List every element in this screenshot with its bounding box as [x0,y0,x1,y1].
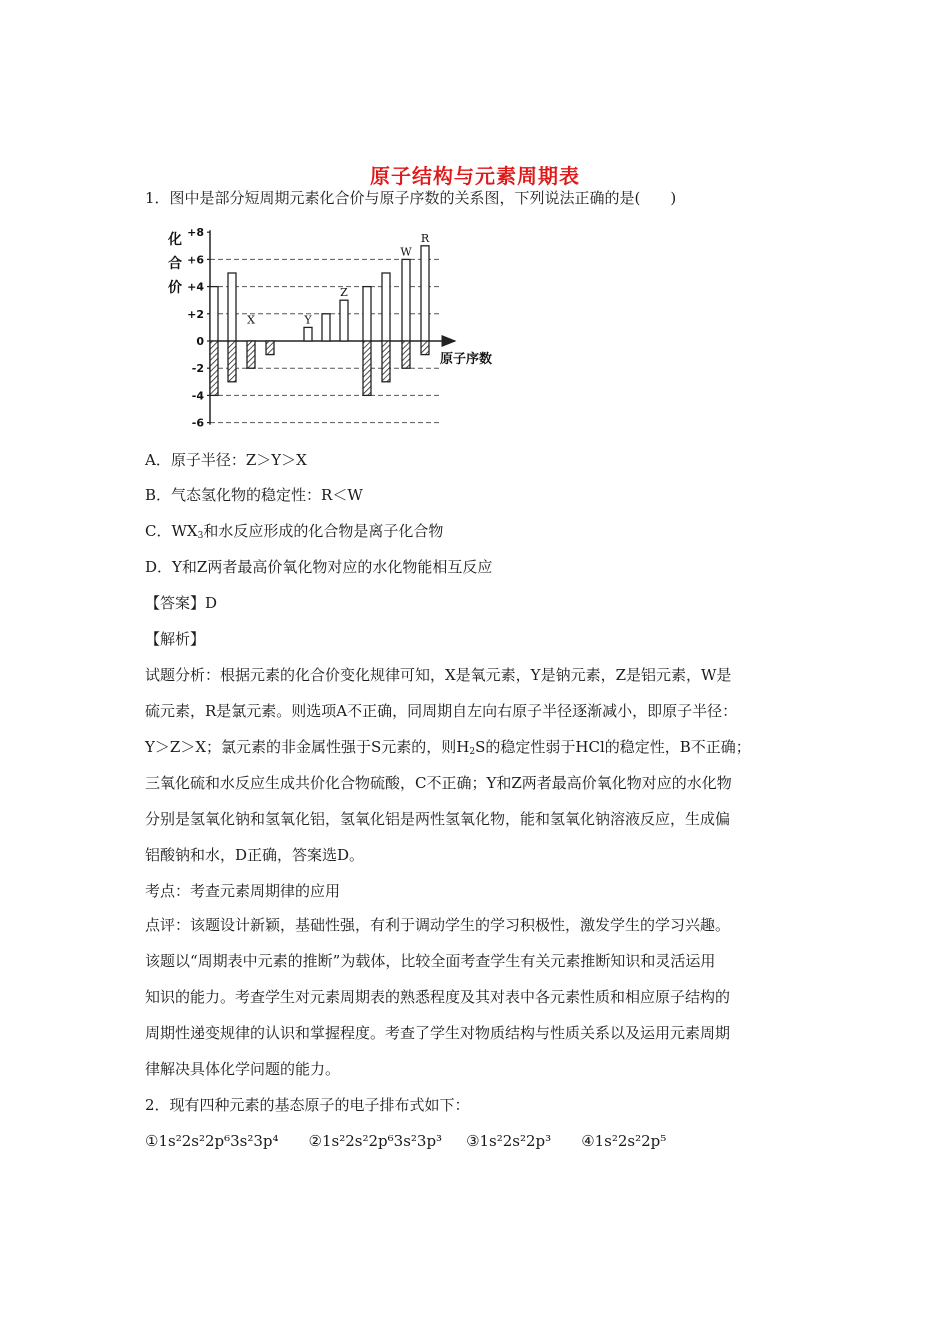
negative-valence-bar [210,341,218,395]
analysis-line: 硫元素，R是氯元素。则选项A不正确，同周期自左向右原子半径逐渐减小，即原子半径： [145,702,738,720]
positive-valence-bar [382,273,390,341]
negative-valence-bar [247,341,255,368]
analysis-text: Y＞Z＞X；氯元素的非金属性强于S元素的，则H [145,738,470,756]
question-1-stem: 1．图中是部分短周期元素化合价与原子序数的关系图，下列说法正确的是( ) [145,189,677,207]
y-tick-label: +8 [187,226,204,240]
config-1: ①1s²2s²2p⁶3s²3p⁴ [145,1132,279,1150]
kaodian: 考点：考查元素周期律的应用 [145,882,341,900]
positive-valence-bar [402,259,410,341]
valence-chart [150,222,510,432]
analysis-line: 铝酸钠和水，D正确，答案选D。 [145,846,365,864]
negative-valence-bar [421,341,429,355]
analysis-line: 试题分析：根据元素的化合价变化规律可知，X是氧元素，Y是钠元素，Z是铝元素，W是 [145,666,732,684]
dianping-line: 律解决具体化学问题的能力。 [145,1060,341,1078]
positive-valence-bar [340,300,348,341]
option-c-text: C．WX [145,522,198,540]
y-tick-label: -2 [191,362,204,376]
option-b: B．气态氢化物的稳定性：R＜W [145,486,363,504]
y-tick-label: +6 [187,253,204,267]
negative-valence-bar [228,341,236,382]
element-label-w: W [400,245,412,259]
element-label-y: Y [304,313,312,327]
positive-valence-bar [363,287,371,341]
dianping-line: 点评：该题设计新颖，基础性强，有利于调动学生的学习积极性，激发学生的学习兴趣。 [145,916,731,934]
dianping-line: 周期性递变规律的认识和掌握程度。考查了学生对物质结构与性质关系以及运用元素周期 [145,1024,731,1042]
electron-configurations [145,1131,825,1151]
option-d: D．Y和Z两者最高价氧化物对应的水化物能相互反应 [145,558,493,576]
config-2: ②1s²2s²2p⁶3s²3p³ [308,1132,443,1150]
x-axis-label: 原子序数 [440,352,493,367]
analysis-line: 分别是氢氧化钠和氢氧化铝，氢氧化铝是两性氢氧化物，能和氢氧化钠溶液反应，生成偏 [145,810,731,828]
y-axis-label-char: 价 [168,280,182,296]
negative-valence-bar [382,341,390,382]
negative-valence-bar [266,341,274,355]
document-title: 原子结构与元素周期表 [370,164,580,188]
option-a: A．原子半径：Z＞Y＞X [145,451,307,469]
negative-valence-bar [363,341,371,395]
analysis-line: 三氧化硫和水反应生成共价化合物硫酸，C不正确；Y和Z两者最高价氧化物对应的水化物 [145,774,732,792]
analysis-heading: 【解析】 [145,630,206,648]
positive-valence-bar [304,327,312,341]
element-label-r: R [420,231,430,245]
question-2-stem: 2．现有四种元素的基态原子的电子排布式如下： [145,1096,470,1114]
option-c [145,521,825,546]
y-axis-label-char: 化 [168,232,182,248]
y-tick-label: +4 [187,280,204,294]
y-tick-label: +2 [187,307,204,321]
analysis-line [145,737,825,762]
y-tick-label: -4 [191,389,204,403]
positive-valence-bar [421,246,429,341]
analysis-subscript: 2 [469,747,476,757]
answer: 【答案】D [145,594,218,612]
element-label-x: X [247,313,255,327]
y-axis-label-char: 合 [168,256,182,272]
dianping-line: 知识的能力。考查学生对元素周期表的熟悉程度及其对表中各元素性质和相应原子结构的 [145,988,731,1006]
y-tick-label: -6 [191,416,204,430]
negative-valence-bar [402,341,410,368]
option-c-text-rest: 和水反应形成的化合物是离子化合物 [203,522,444,540]
y-tick-label: 0 [196,335,204,348]
positive-valence-bar [210,287,218,341]
element-label-z: Z [340,286,348,300]
analysis-text-rest: S的稳定性弱于HCl的稳定性，B不正确； [475,738,751,756]
option-c-subscript: 3 [197,531,204,541]
config-4: ④1s²2s²2p⁵ [581,1132,667,1150]
positive-valence-bar [322,314,330,341]
positive-valence-bar [228,273,236,341]
dianping-line: 该题以“周期表中元素的推断”为载体，比较全面考查学生有关元素推断知识和灵活运用 [145,952,716,970]
config-3: ③1s²2s²2p³ [466,1132,552,1150]
